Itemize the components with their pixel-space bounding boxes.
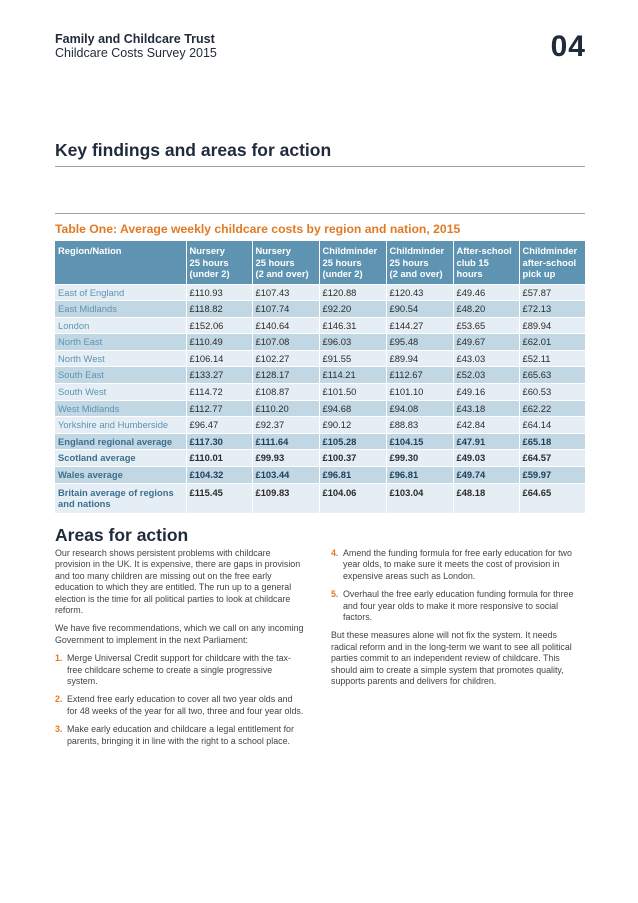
cost-cell: £88.83	[386, 417, 453, 434]
cost-cell: £65.63	[519, 367, 585, 384]
table-row	[55, 400, 585, 417]
region-name-cell: Scotland average	[55, 450, 186, 467]
cost-cell: £108.87	[252, 384, 319, 401]
recommendation-item	[55, 653, 305, 687]
recommendation-number: 2.	[55, 694, 63, 705]
intro-paragraph: Our research shows persistent problems with childcare provision in the UK. It is expensive, there are gaps in provision and too many children are missing out on the free early education to which they are entitled. The run up to a general election is the time for all political parties to look at childcare reform.	[55, 548, 301, 616]
table-row	[55, 483, 585, 513]
column-header: Nursery 25 hours (2 and over)	[252, 241, 319, 284]
cost-cell: £107.43	[252, 284, 319, 301]
recommendation-text: Extend free early education to cover all two year olds and for 48 weeks of the year for all two, three and four year olds.	[67, 694, 304, 716]
cost-cell: £110.93	[186, 284, 252, 301]
cost-cell: £133.27	[186, 367, 252, 384]
table-row	[55, 367, 585, 384]
cost-cell: £152.06	[186, 317, 252, 334]
cost-cell: £48.18	[453, 483, 519, 513]
cost-cell: £89.94	[386, 350, 453, 367]
cost-cell: £96.47	[186, 417, 252, 434]
cost-cell: £114.21	[319, 367, 386, 384]
column-header: Childminder 25 hours (2 and over)	[386, 241, 453, 284]
cost-cell: £49.16	[453, 384, 519, 401]
cost-cell: £90.12	[319, 417, 386, 434]
cost-cell: £105.28	[319, 433, 386, 450]
cost-cell: £104.15	[386, 433, 453, 450]
table-header-row	[55, 241, 585, 284]
recommendation-item	[55, 724, 305, 747]
cost-cell: £103.44	[252, 467, 319, 484]
recommendation-text: Amend the funding formula for free early education for two year olds, to make sure it meets the cost of provision in expensive areas such as London.	[343, 548, 572, 581]
region-name-cell: North West	[55, 350, 186, 367]
cost-cell: £100.37	[319, 450, 386, 467]
cost-cell: £110.20	[252, 400, 319, 417]
cost-cell: £92.20	[319, 301, 386, 318]
region-name-cell: North East	[55, 334, 186, 351]
section-number: 04	[550, 30, 586, 63]
region-name-cell: South West	[55, 384, 186, 401]
table-row	[55, 450, 585, 467]
cost-cell: £91.55	[319, 350, 386, 367]
left-column	[55, 548, 305, 754]
closing-paragraph: But these measures alone will not fix the system. It needs radical reform and in the long-term we want to see all political parties commit to an independent review of childcare. This should aim to create a simple system that promotes quality, supports parents and delivers for children.	[331, 630, 572, 687]
column-header: Childminder 25 hours (under 2)	[319, 241, 386, 284]
cost-cell: £95.48	[386, 334, 453, 351]
costs-table	[55, 241, 586, 513]
report-subtitle: Childcare Costs Survey 2015	[55, 46, 217, 60]
region-name-cell: West Midlands	[55, 400, 186, 417]
cost-cell: £111.64	[252, 433, 319, 450]
cost-cell: £43.03	[453, 350, 519, 367]
cost-cell: £49.67	[453, 334, 519, 351]
recommendation-item	[331, 589, 585, 623]
cost-cell: £99.30	[386, 450, 453, 467]
cost-cell: £101.10	[386, 384, 453, 401]
lead-in-paragraph: We have five recommendations, which we call on any incoming Government to implement in the next Parliament:	[55, 623, 304, 645]
table-row	[55, 384, 585, 401]
table-title: Table One: Average weekly childcare costs by region and nation, 2015	[55, 222, 461, 236]
cost-cell: £62.22	[519, 400, 585, 417]
cost-cell: £112.67	[386, 367, 453, 384]
cost-cell: £106.14	[186, 350, 252, 367]
recommendation-number: 3.	[55, 724, 63, 735]
table-row	[55, 301, 585, 318]
cost-cell: £42.84	[453, 417, 519, 434]
cost-cell: £89.94	[519, 317, 585, 334]
cost-cell: £57.87	[519, 284, 585, 301]
cost-cell: £103.04	[386, 483, 453, 513]
cost-cell: £115.45	[186, 483, 252, 513]
recommendation-number: 4.	[331, 548, 339, 558]
column-header: Region/Nation	[55, 241, 186, 284]
cost-cell: £99.93	[252, 450, 319, 467]
recommendation-text: Overhaul the free early education funding formula for three and four year olds to make it more responsive to social factors.	[343, 589, 574, 623]
right-column	[331, 548, 585, 694]
cost-cell: £109.83	[252, 483, 319, 513]
cost-cell: £72.13	[519, 301, 585, 318]
table-row	[55, 350, 585, 367]
cost-cell: £52.03	[453, 367, 519, 384]
table-row	[55, 284, 585, 301]
recommendation-number: 1.	[55, 653, 63, 664]
recommendation-text: Make early education and childcare a legal entitlement for parents, bringing it in line with the right to a school place.	[67, 724, 294, 746]
table-row	[55, 334, 585, 351]
cost-cell: £107.74	[252, 301, 319, 318]
divider	[55, 213, 585, 214]
table-row	[55, 417, 585, 434]
cost-cell: £96.81	[386, 467, 453, 484]
cost-cell: £64.14	[519, 417, 585, 434]
cost-cell: £49.46	[453, 284, 519, 301]
recommendation-number: 5.	[331, 589, 339, 600]
cost-cell: £94.08	[386, 400, 453, 417]
organisation-name: Family and Childcare Trust	[55, 32, 215, 46]
section-title: Key findings and areas for action	[55, 140, 332, 160]
divider	[55, 166, 585, 167]
cost-cell: £110.49	[186, 334, 252, 351]
cost-cell: £96.81	[319, 467, 386, 484]
cost-cell: £146.31	[319, 317, 386, 334]
cost-cell: £49.74	[453, 467, 519, 484]
region-name-cell: London	[55, 317, 186, 334]
cost-cell: £102.27	[252, 350, 319, 367]
cost-cell: £107.08	[252, 334, 319, 351]
table-row	[55, 317, 585, 334]
column-header: Nursery 25 hours (under 2)	[186, 241, 252, 284]
cost-cell: £140.64	[252, 317, 319, 334]
cost-cell: £96.03	[319, 334, 386, 351]
cost-cell: £64.65	[519, 483, 585, 513]
cost-cell: £64.57	[519, 450, 585, 467]
cost-cell: £65.18	[519, 433, 585, 450]
column-header: Childminder after-school pick up	[519, 241, 585, 284]
table-row	[55, 433, 585, 450]
cost-cell: £49.03	[453, 450, 519, 467]
recommendation-item	[331, 548, 585, 582]
cost-cell: £117.30	[186, 433, 252, 450]
cost-cell: £101.50	[319, 384, 386, 401]
recommendation-item	[55, 694, 305, 717]
table-row	[55, 467, 585, 484]
cost-cell: £120.43	[386, 284, 453, 301]
column-header: After-school club 15 hours	[453, 241, 519, 284]
cost-cell: £59.97	[519, 467, 585, 484]
cost-cell: £114.72	[186, 384, 252, 401]
region-name-cell: England regional average	[55, 433, 186, 450]
region-name-cell: Wales average	[55, 467, 186, 484]
recommendation-text: Merge Universal Credit support for childcare with the tax-free childcare scheme to create a single progressive system.	[67, 653, 291, 687]
region-name-cell: Britain average of regions and nations	[55, 483, 186, 513]
cost-cell: £104.32	[186, 467, 252, 484]
cost-cell: £112.77	[186, 400, 252, 417]
cost-cell: £90.54	[386, 301, 453, 318]
cost-cell: £92.37	[252, 417, 319, 434]
cost-cell: £47.91	[453, 433, 519, 450]
region-name-cell: South East	[55, 367, 186, 384]
areas-title: Areas for action	[55, 525, 189, 545]
cost-cell: £118.82	[186, 301, 252, 318]
cost-cell: £128.17	[252, 367, 319, 384]
cost-cell: £53.65	[453, 317, 519, 334]
cost-cell: £104.06	[319, 483, 386, 513]
cost-cell: £62.01	[519, 334, 585, 351]
cost-cell: £144.27	[386, 317, 453, 334]
region-name-cell: Yorkshire and Humberside	[55, 417, 186, 434]
cost-cell: £43.18	[453, 400, 519, 417]
cost-cell: £94.68	[319, 400, 386, 417]
cost-cell: £60.53	[519, 384, 585, 401]
cost-cell: £120.88	[319, 284, 386, 301]
cost-cell: £110.01	[186, 450, 252, 467]
region-name-cell: East of England	[55, 284, 186, 301]
region-name-cell: East Midlands	[55, 301, 186, 318]
cost-cell: £48.20	[453, 301, 519, 318]
cost-cell: £52.11	[519, 350, 585, 367]
